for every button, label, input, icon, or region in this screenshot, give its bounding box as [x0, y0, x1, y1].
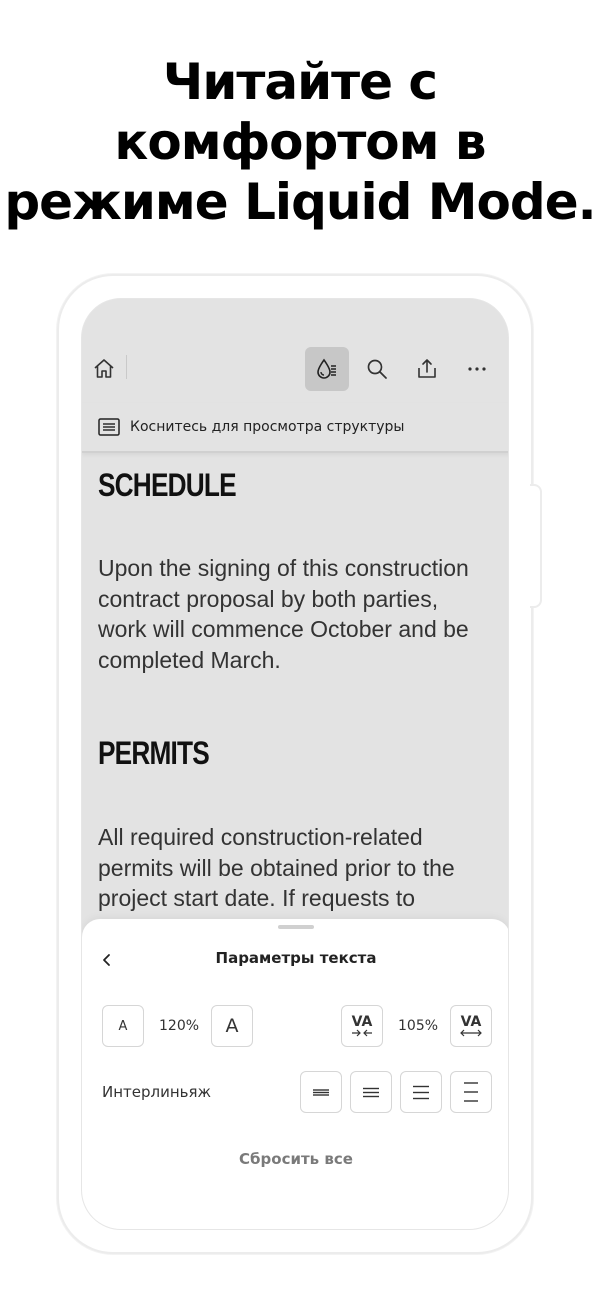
font-size-value: 120% — [159, 1018, 200, 1034]
increase-font-size-button[interactable]: A — [211, 1005, 253, 1047]
section-body-schedule: Upon the signing of this construction contract proposal by both parties, work will commence October and be completed March. — [98, 555, 469, 673]
more-icon — [465, 357, 489, 381]
section-heading-schedule: SCHEDULE — [98, 467, 236, 503]
headline-line-3: режиме Liquid Mode. — [4, 173, 596, 231]
line-spacing-label: Интерлиньяж — [102, 1083, 212, 1101]
outline-bar-label: Коснитесь для просмотра структуры — [130, 419, 405, 435]
section-heading-permits: PERMITS — [98, 735, 209, 771]
top-toolbar — [82, 345, 509, 393]
character-spacing-value: 105% — [398, 1018, 439, 1034]
sheet-title: Параметры текста — [215, 949, 377, 967]
phone-side-button — [530, 484, 542, 608]
reset-all-button[interactable]: Сбросить все — [239, 1150, 353, 1168]
share-button[interactable] — [405, 347, 449, 391]
line-spacing-option-2[interactable] — [350, 1071, 392, 1113]
toolbar-divider — [126, 355, 127, 379]
headline-line-1: Читайте с — [162, 53, 438, 111]
phone-screen — [81, 298, 509, 1230]
more-button[interactable] — [455, 347, 499, 391]
outline-list-icon — [98, 418, 120, 436]
sheet-drag-handle[interactable] — [278, 925, 314, 929]
line-spacing-option-4[interactable] — [450, 1071, 492, 1113]
line-spacing-normal-icon — [361, 1082, 381, 1102]
headline-line-2: комфортом в — [114, 113, 486, 171]
section-body-permits: All required construction-related permits will be obtained prior to the project start date. If requests to — [98, 824, 455, 911]
arrows-outward-icon — [460, 1029, 482, 1037]
char-spacing-decrease-label: VA — [351, 1014, 373, 1030]
liquid-mode-icon — [314, 356, 340, 382]
text-settings-sheet — [82, 919, 509, 1230]
arrows-inward-icon — [351, 1029, 373, 1037]
line-spacing-option-1[interactable] — [300, 1071, 342, 1113]
line-spacing-widest-icon — [461, 1080, 481, 1104]
decrease-character-spacing-button[interactable] — [341, 1005, 383, 1047]
line-spacing-wide-icon — [411, 1082, 431, 1102]
home-button[interactable] — [82, 347, 126, 391]
line-spacing-option-3[interactable] — [400, 1071, 442, 1113]
share-icon — [415, 357, 439, 381]
outline-bar[interactable] — [82, 403, 509, 453]
home-icon — [92, 357, 116, 381]
liquid-mode-button[interactable] — [305, 347, 349, 391]
increase-character-spacing-button[interactable] — [450, 1005, 492, 1047]
char-spacing-increase-label: VA — [460, 1014, 482, 1030]
search-button[interactable] — [355, 347, 399, 391]
search-icon — [365, 357, 389, 381]
line-spacing-tight-icon — [311, 1082, 331, 1102]
headline — [0, 52, 600, 232]
decrease-font-size-button[interactable]: A — [102, 1005, 144, 1047]
